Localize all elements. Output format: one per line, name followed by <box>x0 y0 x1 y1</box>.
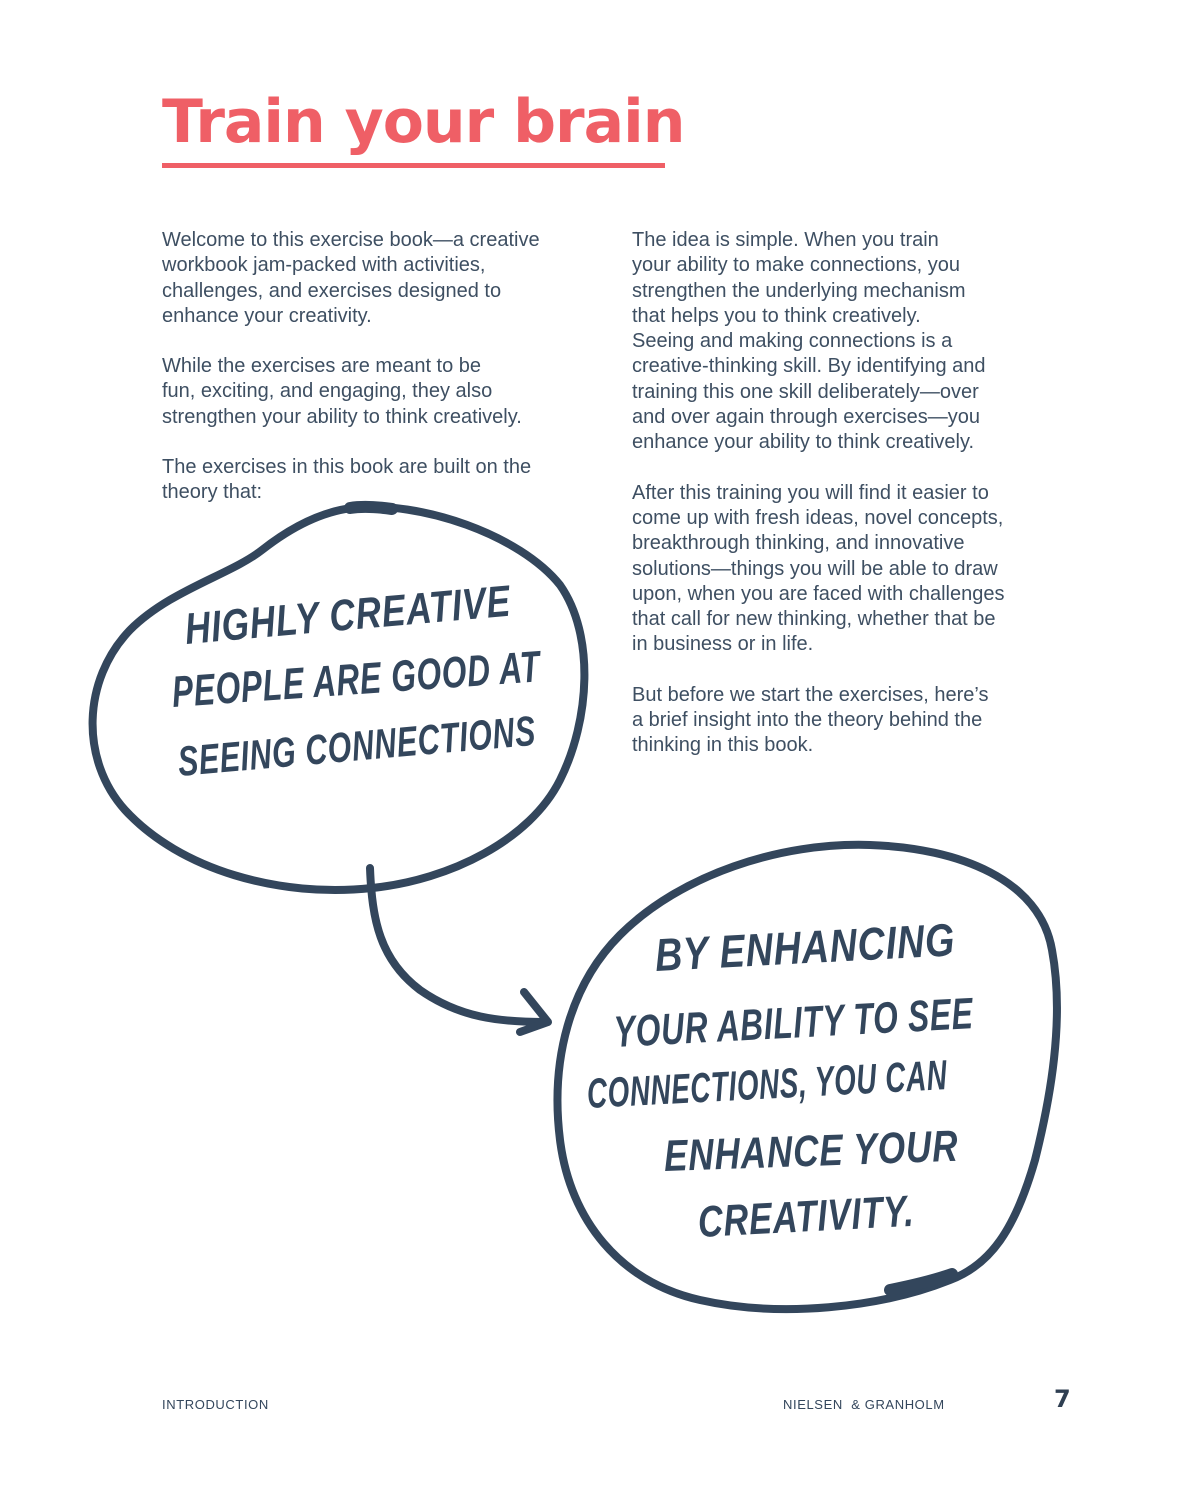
page-number: 7 <box>1054 1385 1071 1413</box>
insight-paragraph: But before we start the exercises, here’s a brief insight into the theory behind the thinking in this book. <box>632 683 989 757</box>
bubble-one-line-1: HIGHLY CREATIVE <box>182 576 513 654</box>
bubble-two-stroke-end <box>890 1274 952 1290</box>
idea-paragraph: The idea is simple. When you train your ability to make connections, you strengthen the underlying mechanism that helps you to think creatively. Seeing and making connections is a creative-thinking skill. By identifying and training this one skill deliberately—over and over again through exercises—you enhance your ability to think creatively. <box>632 229 986 454</box>
connector-arrowhead <box>520 992 548 1032</box>
bubble-two-line-1: BY ENHANCING <box>653 913 957 981</box>
left-column <box>162 228 612 531</box>
connector-arrow-line <box>370 868 545 1022</box>
bubble-two-line-4: ENHANCE YOUR <box>663 1121 960 1181</box>
exercises-paragraph: While the exercises are meant to be fun, exciting, and engaging, they also strengthen your ability to think creatively. <box>162 355 522 428</box>
bubble-two-line-5: CREATIVITY. <box>696 1186 916 1247</box>
footer-authors: NIELSEN & GRANHOLM <box>783 1397 945 1412</box>
footer-section-label: INTRODUCTION <box>162 1397 269 1412</box>
right-column <box>632 228 1082 784</box>
intro-paragraph: Welcome to this exercise book—a creative workbook jam-packed with activities, challenges, and exercises designed to enhance your creativity. <box>162 229 540 327</box>
title-underline <box>162 163 665 168</box>
bubble-one-line-2: PEOPLE ARE GOOD AT <box>170 642 542 717</box>
page-title: Train your brain <box>162 87 685 157</box>
bubble-two-line-2: YOUR ABILITY TO SEE <box>612 989 975 1057</box>
bubble-one-line-3: SEEING CONNECTIONS <box>175 706 538 785</box>
training-paragraph: After this training you will find it easier to come up with fresh ideas, novel concepts, breakthrough thinking, and innovative solutions—things you will be able to draw upon, when you are faced with challenges that call for new thinking, whether that be in business or in life. <box>632 481 1005 656</box>
bubble-two-line-3: CONNECTIONS, YOU CAN <box>585 1051 949 1117</box>
theory-paragraph: The exercises in this book are built on the theory that: <box>162 456 532 504</box>
